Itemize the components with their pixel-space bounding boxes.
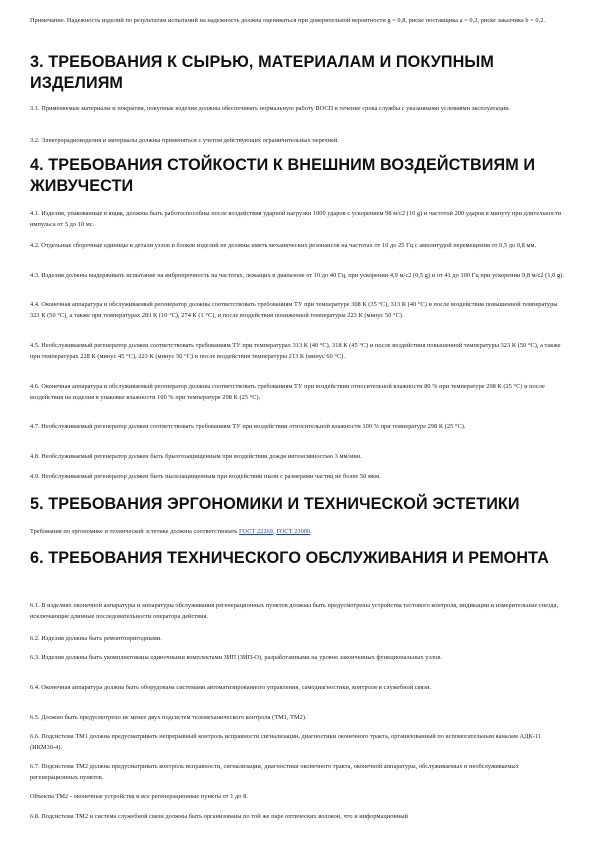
ergonomics-text: Требования по эргономике и технической эстетике должны соответствовать <box>30 528 239 535</box>
para-6-2-block <box>30 633 565 644</box>
paragraph: 4.1. Изделия, упакованные в ящик, должны быть работоспособны после воздействия ударной нагрузки 1000 ударов с ускорением 98 м/с2 (10 g) и частотой 200 ударов в минуту при длительности импульса от 5 до 10 мс. <box>30 210 562 228</box>
paragraph <box>30 526 565 537</box>
para-4-4-block <box>30 299 565 321</box>
para-6-4-block <box>30 682 565 693</box>
para-4-8-block <box>30 451 565 462</box>
note-block <box>30 15 565 26</box>
para-6-8-block <box>30 811 565 822</box>
para-4-6-block <box>30 381 565 403</box>
para-6-7-block <box>30 761 565 783</box>
paragraph: 6.5. Должно быть предусмотрено не менее двух подсистем телемеханического контроля (ТМ1, ТМ2). <box>30 714 307 721</box>
para-6-6-block <box>30 731 565 753</box>
paragraph: 4.4. Оконечная аппаратура и обслуживаемый регенератор должны соответствовать требованиям ТУ при температуре 308 К (35 °С), 313 К (40 °С) и после воздействия повышенной температуры 323 К (50 °С), а также при температурах 283 К (10 °С), 274 К (1 °С), и после воздействия пониженной температуры 223 К (минус 50 °С). <box>30 301 558 319</box>
section-3 <box>30 52 565 94</box>
para-4-3-block <box>30 270 565 281</box>
section-6 <box>30 548 565 569</box>
section-5 <box>30 494 565 515</box>
paragraph: 6.4. Оконечная аппаратура должна быть оборудована системами автоматизированного управления, самодиагностики, контроля и служебной связи. <box>30 684 432 691</box>
para-4-2-block <box>30 240 565 251</box>
gost-22269-link[interactable]: ГОСТ 22269 <box>238 528 273 535</box>
section-4 <box>30 155 565 197</box>
para-6-1-block <box>30 600 565 622</box>
para-6-5-block <box>30 712 565 723</box>
para-4-9-block <box>30 471 565 482</box>
paragraph: Объекты ТМ2 - оконечные устройства и все регенерационные пункты от 1 до 8. <box>30 793 248 800</box>
para-4-5-block <box>30 340 565 362</box>
para-5-block <box>30 526 565 537</box>
paragraph: 4.8. Необслуживаемый регенератор должен быть брызгозащищенным при воздействии дождя интенсивностью 3 мм/мин. <box>30 453 362 460</box>
section-6-heading: 6. ТРЕБОВАНИЯ ТЕХНИЧЕСКОГО ОБСЛУЖИВАНИЯ И РЕМОНТА <box>30 549 549 567</box>
para-3-1-block <box>30 103 565 114</box>
reliability-note: Примечание. Надежность изделий по результатам испытаний на надежность должна оцениваться при доверительной вероятности g = 0,8, риске поставщика a = 0,2, риске заказчика b = 0,2. <box>30 17 546 24</box>
link-separator: , <box>272 528 277 535</box>
paragraph: 4.6. Оконечная аппаратура и обслуживаемый регенератор должны соответствовать требованиям ТУ при воздействии относительной влажности 80 % при температуре 298 К (25 °С) и после воздействия на изделия в упаковке влажности 100 % при температуре 298 К (25 °С). <box>30 383 545 401</box>
paragraph: 4.2. Отдельные сборочные единицы и детали узлов и блоков изделий не должны иметь механических резонансов на частотах от 10 до 25 Гц с амплитудой перемещения от 0,5 до 0,8 мм. <box>30 242 537 249</box>
period: . <box>310 528 312 535</box>
paragraph: 6.2. Изделия должны быть ремонтопригодными. <box>30 635 162 642</box>
paragraph: 6.7. Подсистема ТМ2 должна предусматривать контроль исправности, сигнализации, диагностики оконечного тракта, оконечной аппаратуры, обслуживаемых и необслуживаемых регенерационных пунктов. <box>30 763 519 781</box>
para-objects-block <box>30 791 565 802</box>
para-4-7-block <box>30 421 565 432</box>
para-3-2-block <box>30 135 565 146</box>
paragraph: 3.1. Применяемые материалы и покрытия, покупные изделия должны обеспечивать нормальную работу ВОСП в течение срока службы с указанными условиями эксплуатации. <box>30 105 511 112</box>
paragraph: 6.8. Подсистема ТМ2 и система служебной связи должны быть организованы по той же паре оптических волокон, что и информационный <box>30 813 408 820</box>
paragraph: 4.5. Необслуживаемый регенератор должен соответствовать требованиям ТУ при температурах 313 К (40 °С), 318 К (45 °С) и после воздействия повышенной температуры 323 К (50 °С), а также при температурах 228 К (минус 45 °С), 223 К (минус 50 °С) и после воздействия температуры 213 К (минус 60 °С). <box>30 342 561 360</box>
para-6-3-block <box>30 652 565 663</box>
paragraph: 6.1. В изделиях оконечной аппаратуры и аппаратуры обслуживания регенерационных пунктов должны быть предусмотрены устройства тестового контроля, индикации и измерительные гнезда, исключающие длинные последовательности оператора действия. <box>30 602 559 620</box>
paragraph: 3.2. Электрорадиоизделия и материалы должны применяться с учетом действующих ограничительных перечней. <box>30 137 340 144</box>
gost-23000-link[interactable]: ГОСТ 23000 <box>276 528 311 535</box>
paragraph: 4.9. Необслуживаемый регенератор должен быть пылезащищенным при воздействии пыли с размерами частиц не более 50 мкм. <box>30 473 381 480</box>
section-5-heading: 5. ТРЕБОВАНИЯ ЭРГОНОМИКИ И ТЕХНИЧЕСКОЙ ЭСТЕТИКИ <box>30 495 520 513</box>
section-4-heading: 4. ТРЕБОВАНИЯ СТОЙКОСТИ К ВНЕШНИМ ВОЗДЕЙСТВИЯМ И ЖИВУЧЕСТИ <box>30 156 536 195</box>
paragraph: 4.7. Необслуживаемый регенератор должен соответствовать требованиям ТУ при воздействии относительной влажности 100 % при температуре 298 К (25 °С). <box>30 423 466 430</box>
para-4-1-block <box>30 208 565 230</box>
section-3-heading: 3. ТРЕБОВАНИЯ К СЫРЬЮ, МАТЕРИАЛАМ И ПОКУПНЫМ ИЗДЕЛИЯМ <box>30 53 494 92</box>
paragraph: 6.3. Изделия должны быть укомплектованы одиночными комплектами ЗИП (ЗИП-О), разработанными на уровне законченных функциональных узлов. <box>30 654 442 661</box>
paragraph: 4.3. Изделия должны выдерживать испытание на вибропрочность на частотах, лежащих в диапазоне от 10 до 40 Гц, при ускорении 4,9 м/с2 (0,5 g) и от 41 до 100 Гц при ускорении 9,8 м/с2 (1,0 g). <box>30 272 564 279</box>
paragraph: 6.6. Подсистема ТМ1 должна предусматривать непрерывный контроль исправности сигнализации, диагностики оконечного тракта, организованный по вспомогательным каналам АДК-11 (ИКМ30-4). <box>30 733 542 751</box>
